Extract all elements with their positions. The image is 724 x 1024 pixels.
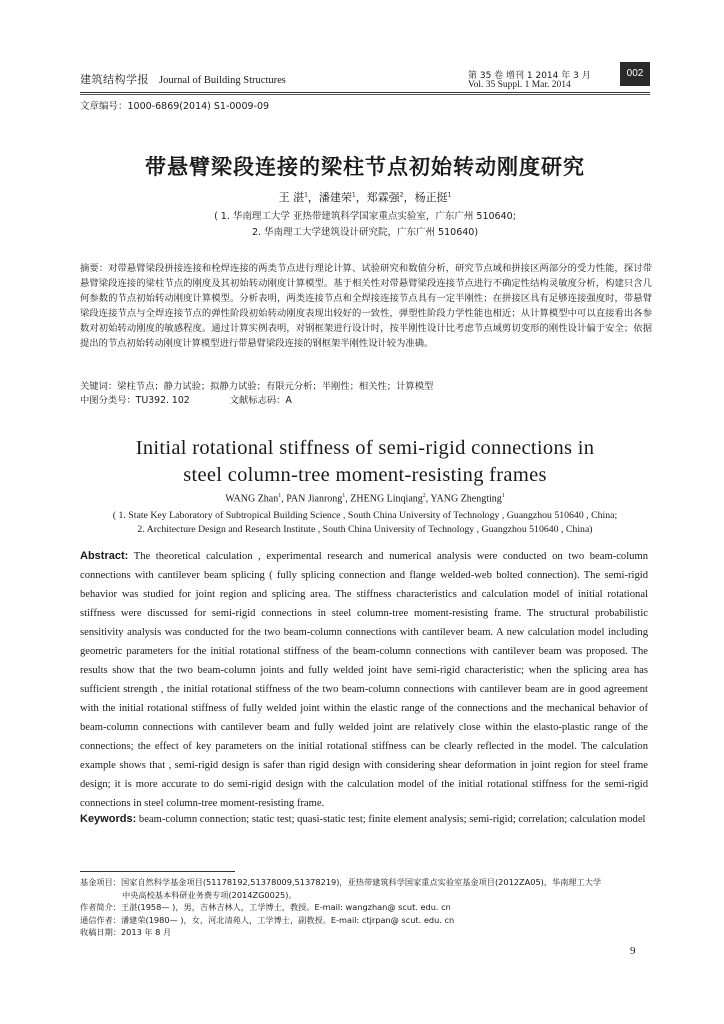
footnote-author: 作者简介：王湛(1958— )，男，吉林吉林人，工学博士，教授。E-mail: wangzhan@ scut. edu. cn (80, 902, 451, 912)
footnote-fund-cont: 中央高校基本科研业务费专项(2014ZG0025)。 (122, 889, 297, 900)
volume-info-en: Vol. 35 Suppl. 1 Mar. 2014 (468, 80, 571, 90)
affiliation-cn-2: 2. 华南理工大学建筑设计研究院，广东广州 510640) (251, 227, 479, 238)
article-number: 文章编号：1000-6869(2014) S1-0009-09 (80, 101, 270, 112)
clc-number: 中图分类号：TU392. 102 (80, 395, 190, 406)
footnote-rule (80, 871, 235, 872)
keywords-en (80, 810, 648, 829)
journal-name-cn: 建筑结构学报 (80, 73, 149, 86)
classification-cn (80, 394, 652, 408)
abstract-en-body: The theoretical calculation , experimental research and numerical analysis were conducted on two beam-column connections with cantilever beam splicing ( fully splicing connection and flange welded-web bolted connection). The semi-rigid behavior was studied for joint region and splicing area. The stiffness characteristics and calculation model of initial rotational stiffness were discussed for semi-rigid connections in steel column-tree moment-resisting frame. The structural probabilistic sensitivity analysis was conducted for the two beam-column connections with cantilever beam. A new calculation model including geometric parameters for the initial rotational stiffness of the beam-column connections with cantilever beam was proposed. The results show that the two beam-column joints and fully welded joint have semi-rigid characteristic; when the splicing area has sufficient strength , the initial rotational stiffness of the two beam-column connections with cantilever beam are in good agreement with the initial rotational stiffness of fully welded joint within the elastic range of the connections and the mechanical behavior of beam-column connections with cantilever beam and fully welded joint are relatively close within the elasto-plastic range of the connections; the effect of key parameters on the initial rotational stiffness can be clearly reflected in the model. The calculation example shows that , semi-rigid design is safer than rigid design with considering shear deformation in joint region for steel frame design; it is more accurate to do semi-rigid design with the calculation model of the initial rotational stiffness for the semi-rigid connections in steel column-tree moment-resisting frame. (80, 551, 648, 809)
affiliation-en-2: 2. Architecture Design and Research Institute , South China University of Technology , Guangzhou 510640 , China) (137, 524, 593, 535)
header-rule-thin (80, 94, 650, 95)
title-cn: 带悬臂梁段连接的梁柱节点初始转动刚度研究 (145, 155, 585, 179)
author-en-2: , PAN Jianrong (281, 493, 343, 505)
author-en-2-sup: 1 (342, 493, 346, 499)
journal-name-en: Journal of Building Structures (159, 75, 286, 86)
footnote-corresponding: 通信作者：潘建荣(1980— )，女，河北清苑人，工学博士，副教授。E-mail: ctjrpan@ scut. edu. cn (80, 914, 455, 925)
author-cn-4: ，杨正挺 (403, 191, 448, 204)
document-code: 文献标志码：A (229, 395, 292, 406)
author-cn-4-sup: 1 (447, 191, 452, 199)
footnote-received: 收稿日期：2013 年 8 月 (80, 927, 172, 937)
authors-en (80, 493, 650, 504)
journal-name (80, 71, 286, 87)
abstract-en (80, 547, 648, 813)
author-en-1: WANG Zhan (225, 493, 279, 505)
footnotes (80, 876, 650, 939)
author-en-3: , ZHENG Linqiang (345, 493, 423, 505)
author-en-4: , YANG Zhengting (425, 493, 502, 505)
author-en-3-sup: 2 (422, 493, 426, 499)
volume-info-cn: 第 35 卷 增刊 1 2014 年 3 月 (468, 71, 591, 81)
page-number: 9 (630, 945, 636, 957)
abstract-cn: 摘要：对带悬臂梁段拼接连接和栓焊连接的两类节点进行理论计算、试验研究和数值分析，研究节点域和拼接区两部分的受力性能，探讨带悬臂梁段连接的梁柱节点的刚度及其初始转动刚度计算模型。基于相关性对带悬臂梁段连接节点进行不确定性结构灵敏度分析，构建只含几何参数的节点初始转动刚度计算模型。分析表明，两类连接节点和全焊接连接节点具有一定半刚性；在拼接区具有足够连接强度时，带悬臂梁段连接节点与全焊连接节点的弹性阶段初始转动刚度表现出较好的一致性，弹塑性阶段力学性能也相近；从计算模型中可以直接看出各参数对初始转动刚度的敏感程度。通过计算实例表明，对钢框架进行设计时，按半刚性设计比考虑节点域剪切变形的刚性设计偏于安全；依据提出的节点初始转动刚度计算模型进行带悬臂梁段连接的钢框架半刚性设计较为准确。 (80, 263, 652, 349)
keywords-cn: 关键词：梁柱节点；静力试验；拟静力试验；有限元分析；半刚性；相关性；计算模型 (80, 381, 434, 392)
keywords-en-label: Keywords: (80, 813, 137, 825)
author-cn-2: ，潘建荣 (307, 191, 352, 204)
author-en-4-sup: 1 (501, 493, 505, 499)
author-cn-1: 王 湛 (278, 191, 305, 204)
author-cn-3: ，郑霖强 (355, 191, 400, 204)
affiliation-en-1: ( 1. State Key Laboratory of Subtropical Building Science , South China University of Technology , Guangzhou 510640 , China; (112, 510, 618, 521)
author-cn-2-sup: 1 (351, 191, 356, 199)
affiliation-cn-1: ( 1. 华南理工大学 亚热带建筑科学国家重点实验室，广东广州 510640; (214, 211, 516, 222)
author-cn-1-sup: 1 (304, 191, 308, 199)
author-cn-3-sup: 2 (399, 191, 404, 199)
title-en (80, 435, 650, 489)
title-en-line-2: steel column-tree moment-resisting frames (183, 464, 547, 486)
abstract-en-label: Abstract: (80, 550, 129, 562)
title-en-line-1: Initial rotational stiffness of semi-rigid connections in (135, 437, 595, 459)
header-rule (80, 92, 650, 93)
authors-cn (80, 189, 650, 205)
author-en-1-sup: 1 (278, 493, 282, 499)
page-badge: 002 (620, 62, 650, 86)
keywords-en-body: beam-column connection; static test; quasi-static test; finite element analysis; semi-rigid; correlation; calculation model (138, 814, 646, 825)
footnote-fund: 基金项目：国家自然科学基金项目(51178192,51378009,51378219)，亚热带建筑科学国家重点实验室基金项目(2012ZA05)，华南理工大学 (80, 877, 602, 887)
